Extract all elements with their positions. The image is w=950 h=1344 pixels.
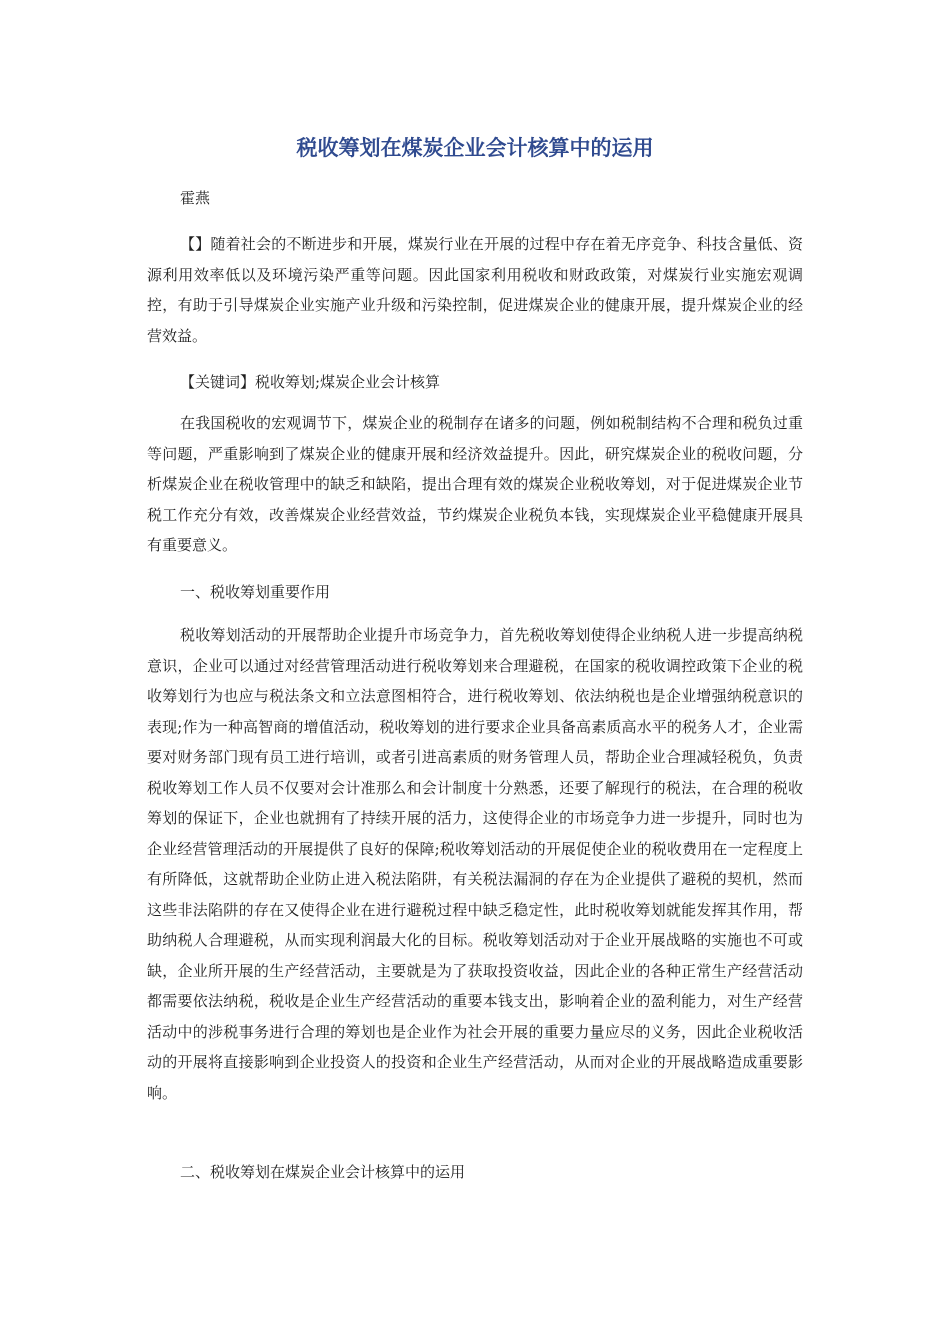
section-2-heading: 二、税收筹划在煤炭企业会计核算中的运用 — [180, 1163, 466, 1181]
section-1-body: 税收筹划活动的开展帮助企业提升市场竞争力，首先税收筹划使得企业纳税人进一步提高纳税意识，企业可以通过对经营管理活动进行税收筹划来合理避税，在国家的税收调控政策下企业的税收筹划行为也应与税法条文和立法意图相符合，进行税收筹划、依法纳税也是企业增强纳税意识的表现;作为一种高智商的增值活动，税收筹划的进行要求企业具备高素质高水平的税务人才，企业需要对财务部门现有员工进行培训，或者引进高素质的财务管理人员，帮助企业合理减轻税负，负责税收筹划工作人员不仅要对会计准那么和会计制度十分熟悉，还要了解现行的税法，在合理的税收筹划的保证下，企业也就拥有了持续开展的活力，这使得企业的市场竞争力进一步提升，同时也为企业经营管理活动的开展提供了良好的保障;税收筹划活动的开展促使企业的税收费用在一定程度上有所降低，这就帮助企业防止进入税法陷阱，有关税法漏洞的存在为企业提供了避税的契机，然而这些非法陷阱的存在又使得企业在进行避税过程中缺乏稳定性，此时税收筹划就能发挥其作用，帮助纳税人合理避税，从而实现利润最大化的目标。税收筹划活动对于企业开展战略的实施也不可或缺，企业所开展的生产经营活动，主要就是为了获取投资收益，因此企业的各种正常生产经营活动都需要依法纳税，税收是企业生产经营活动的重要本钱支出，影响着企业的盈利能力，对生产经营活动中的涉税事务进行合理的筹划也是企业作为社会开展的重要力量应尽的义务，因此企业税收活动的开展将直接影响到企业投资人的投资和企业生产经营活动，从而对企业的开展战略造成重要影响。 — [147, 626, 803, 1102]
section-1-heading: 一、税收筹划重要作用 — [180, 583, 331, 601]
intro-paragraph: 在我国税收的宏观调节下，煤炭企业的税制存在诸多的问题，例如税制结构不合理和税负过重等问题，严重影响到了煤炭企业的健康开展和经济效益提升。因此，研究煤炭企业的税收问题，分析煤炭企业在税收管理中的缺乏和缺陷，提出合理有效的煤炭企业税收筹划，对于促进煤炭企业节税工作充分有效，改善煤炭企业经营效益，节约煤炭企业税负本钱，实现煤炭企业平稳健康开展具有重要意义。 — [147, 414, 803, 554]
abstract-paragraph: 【】随着社会的不断进步和开展，煤炭行业在开展的过程中存在着无序竞争、科技含量低、资源利用效率低以及环境污染严重等问题。因此国家利用税收和财政政策，对煤炭行业实施宏观调控，有助于引导煤炭企业实施产业升级和污染控制，促进煤炭企业的健康开展，提升煤炭企业的经营效益。 — [147, 235, 803, 345]
document-title: 税收筹划在煤炭企业会计核算中的运用 — [296, 136, 654, 160]
keywords-line: 【关键词】税收筹划;煤炭企业会计核算 — [180, 373, 441, 391]
author-name: 霍燕 — [180, 189, 211, 207]
